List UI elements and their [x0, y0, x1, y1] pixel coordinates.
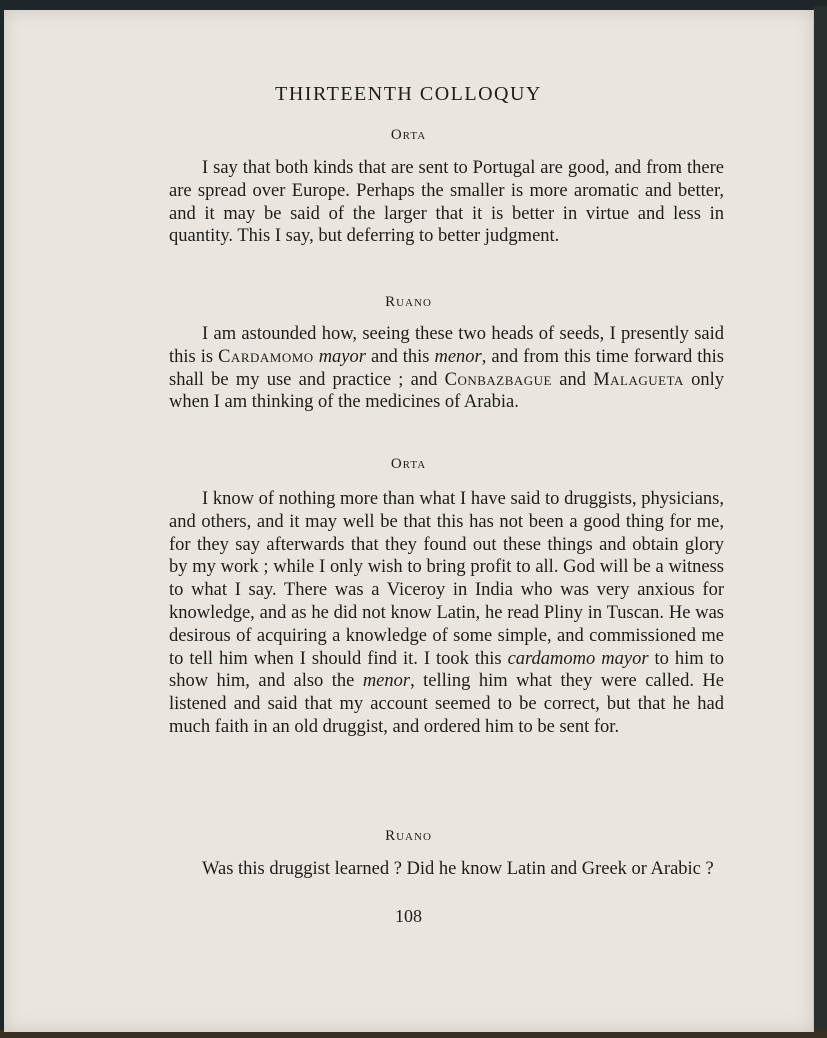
p3-text-3: , telling him what they were called. He listened and said that my account seemed to be correct, but that he had much faith in an old druggist, and ordered him to be sent for. — [169, 671, 725, 737]
paragraph-1: I say that both kinds that are sent to Portugal are good, and from there are spread over Europe. Perhaps the smaller is more aromatic and better, and it may be said of the larger that it is better in virtue and less in quantity. This I say, but deferring to better judgment. — [169, 158, 724, 247]
speaker-label-ruano: Ruano — [385, 294, 432, 310]
p2-italic-menor: menor — [434, 346, 482, 367]
paragraph-3 — [169, 488, 724, 739]
speaker-label-orta: Orta — [390, 127, 427, 143]
p2-italic-mayor: mayor — [318, 346, 366, 367]
p2-smallcaps-cardamomo: Cardamomo — [218, 346, 314, 367]
p2-text-1: I am astounded how, seeing these two heads of seeds, I presently said this is — [169, 324, 724, 367]
book-edge — [813, 6, 827, 1038]
paragraph-2 — [169, 323, 724, 414]
p3-italic-menor: menor — [362, 671, 411, 692]
p2-smallcaps-conbazbague: Conbazbague — [444, 369, 553, 390]
p2-text-6: only when I am thinking of the medicines of Arabia. — [169, 369, 724, 413]
p3-italic-cardamomo-mayor: cardamomo mayor — [507, 648, 649, 669]
book-page — [4, 10, 814, 1032]
p2-smallcaps-malagueta: Malagueta — [593, 369, 684, 390]
paragraph-4: Was this druggist learned ? Did he know Latin and Greek or Arabic ? — [202, 859, 714, 879]
speaker-label-orta-2: Orta — [390, 456, 427, 472]
speaker-label-ruano-2: Ruano — [385, 828, 432, 844]
running-head: THIRTEENTH COLLOQUY — [275, 83, 542, 105]
p3-text-1: I know of nothing more than what I have said to druggists, physicians, and others, and it may well be that this has not been a good thing for me, for they say afterwards that they found out these things and obtain glory by my work ; while I only wish to bring profit to all. God will be a witness to what I say. There was a Viceroy in India who was very anxious for knowledge, and as he did not know Latin, he read Pliny in Tuscan. He was desirous of acquiring a knowledge of some simple, and commissioned me to tell him when I should find it. I took this — [169, 489, 724, 669]
p2-text-3: and this — [365, 346, 435, 367]
p3-text-2: to him to show him, and also the — [169, 648, 725, 692]
page-number: 108 — [395, 906, 422, 926]
p2-text-5: and — [552, 369, 594, 390]
p2-text-4: , and from this time forward this shall be my use and practice ; and — [169, 346, 724, 390]
